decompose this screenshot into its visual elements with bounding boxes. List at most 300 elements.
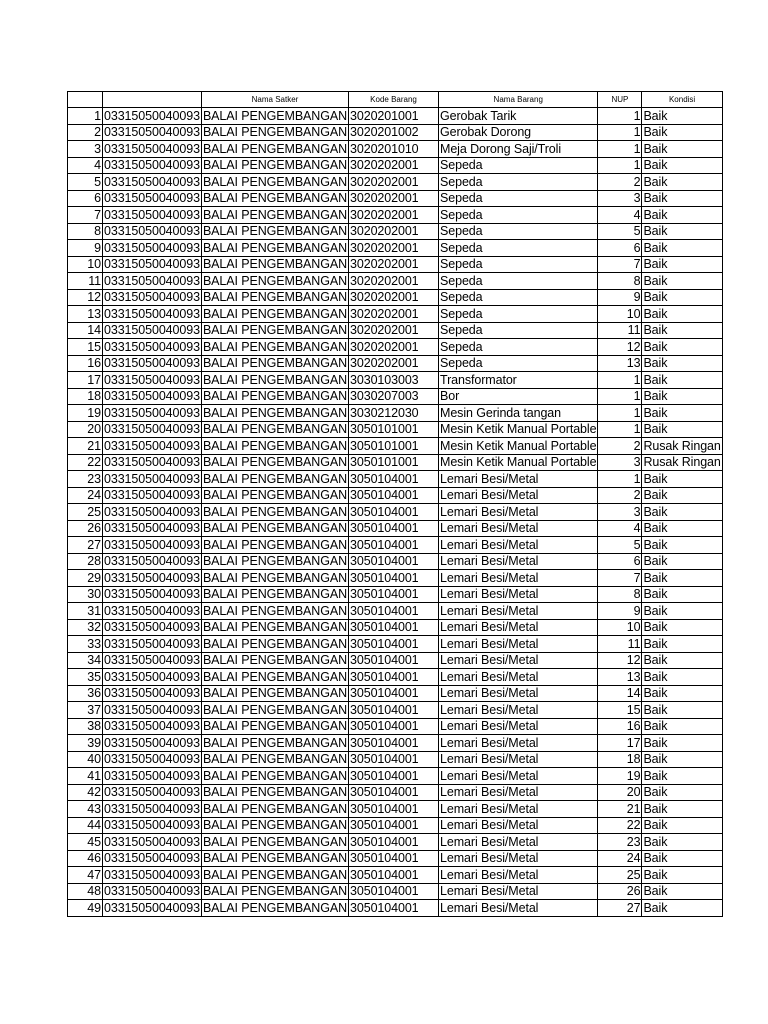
- nup-cell[interactable]: 24: [598, 850, 642, 867]
- kondisi-cell[interactable]: Rusak Ringan: [643, 438, 721, 453]
- nup-cell[interactable]: 10: [598, 619, 642, 636]
- nama-satker-cell[interactable]: BALAI PENGEMBANGAN: [202, 471, 348, 486]
- nup-cell[interactable]: 19: [598, 768, 642, 785]
- kode-barang-cell[interactable]: 3050104001: [349, 883, 439, 900]
- nama-satker-cell[interactable]: BALAI PENGEMBANGAN: [202, 422, 348, 436]
- row-number-cell[interactable]: 39: [68, 735, 103, 752]
- nama-satker-cell[interactable]: BALAI PENGEMBANGAN: [202, 570, 348, 585]
- kode-satker-cell[interactable]: 03315050040093: [104, 438, 200, 453]
- kode-barang-cell[interactable]: 3020201010: [349, 141, 439, 158]
- nup-cell[interactable]: 26: [598, 883, 642, 900]
- nama-barang-cell[interactable]: Gerobak Tarik: [439, 108, 598, 125]
- kode-barang-cell[interactable]: 3020202001: [349, 273, 439, 290]
- kondisi-cell[interactable]: Baik: [642, 834, 722, 851]
- kode-satker-cell[interactable]: 03315050040093: [104, 851, 200, 865]
- nup-cell[interactable]: 1: [598, 124, 642, 141]
- nup-cell[interactable]: 14: [598, 685, 642, 702]
- row-number-cell[interactable]: 32: [68, 619, 103, 636]
- kode-satker-cell[interactable]: 03315050040093: [104, 752, 200, 766]
- row-number-cell[interactable]: 28: [68, 553, 103, 570]
- kode-barang-cell[interactable]: 3020202001: [349, 223, 439, 240]
- kode-satker-cell[interactable]: 03315050040093: [104, 488, 200, 502]
- row-number-cell[interactable]: 30: [68, 586, 103, 603]
- kondisi-cell[interactable]: Baik: [642, 603, 722, 620]
- row-number-cell[interactable]: 25: [68, 504, 103, 521]
- nama-satker-cell[interactable]: BALAI PENGEMBANGAN: [202, 455, 348, 469]
- nama-barang-cell[interactable]: Lemari Besi/Metal: [439, 867, 598, 884]
- nama-satker-cell[interactable]: BALAI PENGEMBANGAN: [202, 405, 348, 420]
- nama-satker-cell[interactable]: BALAI PENGEMBANGAN: [202, 834, 348, 849]
- kondisi-cell[interactable]: Baik: [642, 223, 722, 240]
- nup-cell[interactable]: 18: [598, 751, 642, 768]
- nama-barang-cell[interactable]: Lemari Besi/Metal: [439, 504, 598, 521]
- row-number-cell[interactable]: 12: [68, 289, 103, 306]
- nama-satker-cell[interactable]: BALAI PENGEMBANGAN: [202, 257, 348, 271]
- row-number-cell[interactable]: 23: [68, 471, 103, 488]
- kode-barang-cell[interactable]: 3050104001: [349, 718, 439, 735]
- row-number-cell[interactable]: 29: [68, 570, 103, 587]
- kode-satker-cell[interactable]: 03315050040093: [104, 735, 200, 750]
- kondisi-cell[interactable]: Baik: [642, 322, 722, 339]
- row-number-cell[interactable]: 48: [68, 883, 103, 900]
- kondisi-cell[interactable]: Baik: [642, 372, 722, 389]
- kode-barang-cell[interactable]: 3020202001: [349, 174, 439, 191]
- row-number-cell[interactable]: 13: [68, 306, 103, 323]
- nama-barang-cell[interactable]: Lemari Besi/Metal: [439, 636, 598, 653]
- nama-barang-cell[interactable]: Sepeda: [439, 190, 598, 207]
- kode-barang-cell[interactable]: 3050104001: [349, 735, 439, 752]
- nama-barang-cell[interactable]: Sepeda: [439, 355, 598, 372]
- row-number-cell[interactable]: 9: [68, 240, 103, 257]
- kondisi-cell[interactable]: Baik: [642, 339, 722, 356]
- kode-satker-cell[interactable]: 03315050040093: [104, 224, 200, 238]
- kode-satker-cell[interactable]: 03315050040093: [104, 570, 200, 585]
- nama-barang-cell[interactable]: Sepeda: [439, 157, 598, 174]
- kondisi-cell[interactable]: Baik: [642, 900, 722, 917]
- row-number-cell[interactable]: 7: [68, 207, 103, 224]
- nup-cell[interactable]: 3: [598, 454, 642, 471]
- row-number-cell[interactable]: 27: [68, 537, 103, 554]
- nup-cell[interactable]: 27: [598, 900, 642, 917]
- nama-barang-cell[interactable]: Mesin Ketik Manual Portable: [440, 438, 597, 453]
- header-cell-no[interactable]: [68, 92, 103, 108]
- kode-satker-cell[interactable]: 03315050040093: [104, 372, 200, 387]
- kode-barang-cell[interactable]: 3050104001: [349, 801, 439, 818]
- row-number-cell[interactable]: 11: [68, 273, 103, 290]
- nama-barang-cell[interactable]: Lemari Besi/Metal: [439, 619, 598, 636]
- kode-barang-cell[interactable]: 3050101001: [349, 454, 439, 471]
- kode-satker-cell[interactable]: 03315050040093: [104, 636, 200, 651]
- row-number-cell[interactable]: 5: [68, 174, 103, 191]
- kondisi-cell[interactable]: Baik: [642, 124, 722, 141]
- nama-satker-cell[interactable]: BALAI PENGEMBANGAN: [202, 719, 348, 733]
- nama-barang-cell[interactable]: Meja Dorong Saji/Troli: [439, 141, 598, 158]
- kondisi-cell[interactable]: Baik: [642, 702, 722, 719]
- kode-barang-cell[interactable]: 3050104001: [349, 702, 439, 719]
- nama-barang-cell[interactable]: Lemari Besi/Metal: [439, 900, 598, 917]
- nama-satker-cell[interactable]: BALAI PENGEMBANGAN: [202, 141, 348, 156]
- kode-barang-cell[interactable]: 3020202001: [349, 289, 439, 306]
- nama-satker-cell[interactable]: BALAI PENGEMBANGAN: [202, 587, 348, 601]
- kode-satker-cell[interactable]: 03315050040093: [104, 290, 200, 304]
- kondisi-cell[interactable]: Baik: [642, 306, 722, 323]
- nup-cell[interactable]: 1: [598, 421, 642, 438]
- kondisi-cell[interactable]: Baik: [642, 570, 722, 587]
- kode-barang-cell[interactable]: 3050104001: [349, 570, 439, 587]
- nama-barang-cell[interactable]: Mesin Ketik Manual Portable: [440, 455, 597, 469]
- kode-satker-cell[interactable]: 03315050040093: [104, 323, 200, 337]
- row-number-cell[interactable]: 33: [68, 636, 103, 653]
- kondisi-cell[interactable]: Baik: [642, 207, 722, 224]
- kode-barang-cell[interactable]: 3050104001: [349, 652, 439, 669]
- kondisi-cell[interactable]: Baik: [642, 751, 722, 768]
- kondisi-cell[interactable]: Baik: [642, 504, 722, 521]
- kondisi-cell[interactable]: Baik: [642, 405, 722, 422]
- nama-satker-cell[interactable]: BALAI PENGEMBANGAN: [202, 158, 348, 172]
- nama-barang-cell[interactable]: Mesin Ketik Manual Portable: [440, 422, 597, 436]
- nup-cell[interactable]: 13: [598, 355, 642, 372]
- row-number-cell[interactable]: 26: [68, 520, 103, 537]
- kode-barang-cell[interactable]: 3050104001: [349, 504, 439, 521]
- kode-barang-cell[interactable]: 3050104001: [349, 471, 439, 488]
- nama-satker-cell[interactable]: BALAI PENGEMBANGAN: [202, 537, 348, 552]
- nama-barang-cell[interactable]: Lemari Besi/Metal: [439, 817, 598, 834]
- kode-satker-cell[interactable]: 03315050040093: [104, 719, 200, 733]
- kode-satker-cell[interactable]: 03315050040093: [104, 306, 200, 321]
- nup-cell[interactable]: 8: [598, 586, 642, 603]
- nama-satker-cell[interactable]: BALAI PENGEMBANGAN: [202, 521, 348, 535]
- kondisi-cell[interactable]: Baik: [642, 652, 722, 669]
- nup-cell[interactable]: 15: [598, 702, 642, 719]
- kode-satker-cell[interactable]: 03315050040093: [104, 207, 200, 222]
- kode-barang-cell[interactable]: 3050104001: [349, 487, 439, 504]
- kondisi-cell[interactable]: Baik: [642, 768, 722, 785]
- kode-satker-cell[interactable]: 03315050040093: [104, 900, 200, 915]
- nup-cell[interactable]: 9: [598, 289, 642, 306]
- kode-satker-cell[interactable]: 03315050040093: [104, 141, 200, 156]
- kode-barang-cell[interactable]: 3050104001: [349, 834, 439, 851]
- nama-satker-cell[interactable]: BALAI PENGEMBANGAN: [202, 818, 348, 832]
- nama-satker-cell[interactable]: BALAI PENGEMBANGAN: [202, 752, 348, 766]
- nup-cell[interactable]: 7: [598, 256, 642, 273]
- kode-barang-cell[interactable]: 3050101001: [349, 438, 439, 455]
- nama-barang-cell[interactable]: Lemari Besi/Metal: [439, 586, 598, 603]
- kode-barang-cell[interactable]: 3050104001: [349, 586, 439, 603]
- kode-satker-cell[interactable]: 03315050040093: [104, 702, 200, 717]
- nama-satker-cell[interactable]: BALAI PENGEMBANGAN: [202, 108, 348, 123]
- kode-satker-cell[interactable]: 03315050040093: [104, 422, 200, 436]
- kondisi-cell[interactable]: Baik: [642, 553, 722, 570]
- kode-satker-cell[interactable]: 03315050040093: [104, 818, 200, 832]
- kondisi-cell[interactable]: Baik: [642, 273, 722, 290]
- kondisi-cell[interactable]: Baik: [642, 141, 722, 158]
- nama-satker-cell[interactable]: BALAI PENGEMBANGAN: [202, 504, 348, 519]
- nama-barang-cell[interactable]: Lemari Besi/Metal: [439, 520, 598, 537]
- nama-satker-cell[interactable]: BALAI PENGEMBANGAN: [202, 306, 348, 321]
- nama-satker-cell[interactable]: BALAI PENGEMBANGAN: [202, 669, 348, 684]
- kode-barang-cell[interactable]: 3050104001: [349, 520, 439, 537]
- nup-cell[interactable]: 17: [598, 735, 642, 752]
- header-cell-kondisi[interactable]: Kondisi: [642, 92, 722, 108]
- row-number-cell[interactable]: 47: [68, 867, 103, 884]
- row-number-cell[interactable]: 38: [68, 718, 103, 735]
- nup-cell[interactable]: 2: [598, 438, 642, 455]
- nama-barang-cell[interactable]: Sepeda: [439, 174, 598, 191]
- kode-satker-cell[interactable]: 03315050040093: [104, 834, 200, 849]
- kondisi-cell[interactable]: Baik: [642, 784, 722, 801]
- header-cell-nup[interactable]: NUP: [598, 92, 642, 108]
- row-number-cell[interactable]: 15: [68, 339, 103, 356]
- row-number-cell[interactable]: 14: [68, 322, 103, 339]
- row-number-cell[interactable]: 6: [68, 190, 103, 207]
- nama-satker-cell[interactable]: BALAI PENGEMBANGAN: [202, 900, 348, 915]
- kondisi-cell[interactable]: Baik: [642, 586, 722, 603]
- nama-satker-cell[interactable]: BALAI PENGEMBANGAN: [202, 356, 348, 370]
- nup-cell[interactable]: 22: [598, 817, 642, 834]
- nama-satker-cell[interactable]: BALAI PENGEMBANGAN: [202, 867, 348, 882]
- nama-barang-cell[interactable]: Lemari Besi/Metal: [439, 669, 598, 686]
- nama-satker-cell[interactable]: BALAI PENGEMBANGAN: [202, 372, 348, 387]
- nup-cell[interactable]: 1: [598, 372, 642, 389]
- kode-barang-cell[interactable]: 3050104001: [349, 751, 439, 768]
- nama-satker-cell[interactable]: BALAI PENGEMBANGAN: [202, 273, 348, 288]
- nama-barang-cell[interactable]: Lemari Besi/Metal: [439, 471, 598, 488]
- kode-satker-cell[interactable]: 03315050040093: [104, 768, 200, 783]
- kode-barang-cell[interactable]: 3020202001: [349, 256, 439, 273]
- kode-barang-cell[interactable]: 3050104001: [349, 867, 439, 884]
- nup-cell[interactable]: 7: [598, 570, 642, 587]
- nama-barang-cell[interactable]: Lemari Besi/Metal: [439, 603, 598, 620]
- nama-barang-cell[interactable]: Sepeda: [439, 339, 598, 356]
- row-number-cell[interactable]: 1: [68, 108, 103, 125]
- nama-barang-cell[interactable]: Sepeda: [439, 289, 598, 306]
- header-cell-nama-barang[interactable]: Nama Barang: [439, 92, 598, 108]
- kondisi-cell[interactable]: Baik: [642, 355, 722, 372]
- row-number-cell[interactable]: 35: [68, 669, 103, 686]
- nama-barang-cell[interactable]: Lemari Besi/Metal: [439, 487, 598, 504]
- nup-cell[interactable]: 16: [598, 718, 642, 735]
- header-cell-kode-barang[interactable]: Kode Barang: [349, 92, 439, 108]
- nup-cell[interactable]: 1: [598, 471, 642, 488]
- kondisi-cell[interactable]: Baik: [642, 619, 722, 636]
- kode-barang-cell[interactable]: 3020202001: [349, 306, 439, 323]
- kondisi-cell[interactable]: Baik: [642, 735, 722, 752]
- kondisi-cell[interactable]: Baik: [642, 867, 722, 884]
- kode-barang-cell[interactable]: 3030207003: [349, 388, 439, 405]
- nama-satker-cell[interactable]: BALAI PENGEMBANGAN: [202, 801, 348, 816]
- nama-barang-cell[interactable]: Lemari Besi/Metal: [439, 834, 598, 851]
- nama-satker-cell[interactable]: BALAI PENGEMBANGAN: [202, 488, 348, 502]
- kode-satker-cell[interactable]: 03315050040093: [104, 257, 200, 271]
- nup-cell[interactable]: 1: [598, 108, 642, 125]
- nama-satker-cell[interactable]: BALAI PENGEMBANGAN: [202, 884, 348, 898]
- kode-satker-cell[interactable]: 03315050040093: [104, 521, 200, 535]
- kode-barang-cell[interactable]: 3050104001: [349, 850, 439, 867]
- row-number-cell[interactable]: 49: [68, 900, 103, 917]
- nama-satker-cell[interactable]: BALAI PENGEMBANGAN: [202, 438, 348, 453]
- kode-satker-cell[interactable]: 03315050040093: [104, 405, 200, 420]
- row-number-cell[interactable]: 8: [68, 223, 103, 240]
- row-number-cell[interactable]: 18: [68, 388, 103, 405]
- nama-barang-cell[interactable]: Lemari Besi/Metal: [439, 718, 598, 735]
- kode-satker-cell[interactable]: 03315050040093: [104, 125, 200, 139]
- kondisi-cell[interactable]: Baik: [642, 817, 722, 834]
- kode-satker-cell[interactable]: 03315050040093: [104, 356, 200, 370]
- kode-barang-cell[interactable]: 3050104001: [349, 685, 439, 702]
- nup-cell[interactable]: 1: [598, 388, 642, 405]
- kode-satker-cell[interactable]: 03315050040093: [104, 785, 200, 799]
- row-number-cell[interactable]: 21: [68, 438, 103, 455]
- kode-barang-cell[interactable]: 3020202001: [349, 190, 439, 207]
- kode-satker-cell[interactable]: 03315050040093: [104, 273, 200, 288]
- nama-satker-cell[interactable]: BALAI PENGEMBANGAN: [202, 224, 348, 238]
- nup-cell[interactable]: 1: [598, 405, 642, 422]
- kode-satker-cell[interactable]: 03315050040093: [104, 537, 200, 552]
- nama-barang-cell[interactable]: Lemari Besi/Metal: [439, 883, 598, 900]
- kode-satker-cell[interactable]: 03315050040093: [104, 455, 200, 469]
- row-number-cell[interactable]: 34: [68, 652, 103, 669]
- nup-cell[interactable]: 6: [598, 553, 642, 570]
- kondisi-cell[interactable]: Baik: [642, 537, 722, 554]
- kode-satker-cell[interactable]: 03315050040093: [104, 603, 200, 618]
- nup-cell[interactable]: 2: [598, 487, 642, 504]
- kode-satker-cell[interactable]: 03315050040093: [104, 174, 200, 189]
- kode-satker-cell[interactable]: 03315050040093: [104, 884, 200, 898]
- kode-barang-cell[interactable]: 3050104001: [349, 603, 439, 620]
- kode-barang-cell[interactable]: 3030103003: [349, 372, 439, 389]
- nama-satker-cell[interactable]: BALAI PENGEMBANGAN: [202, 702, 348, 717]
- kode-satker-cell[interactable]: 03315050040093: [104, 801, 200, 816]
- nama-satker-cell[interactable]: BALAI PENGEMBANGAN: [202, 785, 348, 799]
- nama-satker-cell[interactable]: BALAI PENGEMBANGAN: [202, 389, 348, 403]
- kode-satker-cell[interactable]: 03315050040093: [104, 158, 200, 172]
- kode-barang-cell[interactable]: 3020202001: [349, 322, 439, 339]
- nama-satker-cell[interactable]: BALAI PENGEMBANGAN: [202, 191, 348, 205]
- kode-barang-cell[interactable]: 3050104001: [349, 553, 439, 570]
- nama-satker-cell[interactable]: BALAI PENGEMBANGAN: [202, 653, 348, 667]
- nama-barang-cell[interactable]: Sepeda: [439, 207, 598, 224]
- kode-satker-cell[interactable]: 03315050040093: [104, 669, 200, 684]
- nama-barang-cell[interactable]: Lemari Besi/Metal: [439, 784, 598, 801]
- kode-satker-cell[interactable]: 03315050040093: [104, 108, 200, 123]
- kode-satker-cell[interactable]: 03315050040093: [104, 686, 200, 700]
- nama-satker-cell[interactable]: BALAI PENGEMBANGAN: [202, 620, 348, 634]
- nama-barang-cell[interactable]: Sepeda: [439, 240, 598, 257]
- kode-barang-cell[interactable]: 3050104001: [349, 768, 439, 785]
- kode-barang-cell[interactable]: 3050104001: [349, 636, 439, 653]
- row-number-cell[interactable]: 31: [68, 603, 103, 620]
- kondisi-cell[interactable]: Baik: [642, 240, 722, 257]
- nama-satker-cell[interactable]: BALAI PENGEMBANGAN: [202, 554, 348, 568]
- kode-satker-cell[interactable]: 03315050040093: [104, 191, 200, 205]
- nup-cell[interactable]: 5: [598, 223, 642, 240]
- kode-satker-cell[interactable]: 03315050040093: [104, 554, 200, 568]
- kondisi-cell[interactable]: Baik: [642, 685, 722, 702]
- kondisi-cell[interactable]: Baik: [642, 487, 722, 504]
- nama-satker-cell[interactable]: BALAI PENGEMBANGAN: [202, 240, 348, 255]
- kondisi-cell[interactable]: Baik: [642, 883, 722, 900]
- nup-cell[interactable]: 12: [598, 339, 642, 356]
- row-number-cell[interactable]: 3: [68, 141, 103, 158]
- nama-barang-cell[interactable]: Sepeda: [439, 273, 598, 290]
- row-number-cell[interactable]: 36: [68, 685, 103, 702]
- kondisi-cell[interactable]: Baik: [642, 718, 722, 735]
- nup-cell[interactable]: 25: [598, 867, 642, 884]
- nama-satker-cell[interactable]: BALAI PENGEMBANGAN: [202, 686, 348, 700]
- nup-cell[interactable]: 11: [598, 322, 642, 339]
- kondisi-cell[interactable]: Baik: [642, 388, 722, 405]
- kode-satker-cell[interactable]: 03315050040093: [104, 867, 200, 882]
- nup-cell[interactable]: 10: [598, 306, 642, 323]
- kode-barang-cell[interactable]: 3020202001: [349, 207, 439, 224]
- nama-barang-cell[interactable]: Gerobak Dorong: [439, 124, 598, 141]
- nup-cell[interactable]: 13: [598, 669, 642, 686]
- kondisi-cell[interactable]: Baik: [642, 289, 722, 306]
- header-cell-kode-satker[interactable]: [103, 92, 202, 108]
- nup-cell[interactable]: 4: [598, 207, 642, 224]
- row-number-cell[interactable]: 2: [68, 124, 103, 141]
- row-number-cell[interactable]: 46: [68, 850, 103, 867]
- nup-cell[interactable]: 12: [598, 652, 642, 669]
- nama-barang-cell[interactable]: Sepeda: [439, 256, 598, 273]
- nama-barang-cell[interactable]: Lemari Besi/Metal: [439, 850, 598, 867]
- kode-satker-cell[interactable]: 03315050040093: [104, 504, 200, 519]
- nama-satker-cell[interactable]: BALAI PENGEMBANGAN: [202, 125, 348, 139]
- nama-satker-cell[interactable]: BALAI PENGEMBANGAN: [202, 603, 348, 618]
- kode-barang-cell[interactable]: 3020202001: [349, 339, 439, 356]
- row-number-cell[interactable]: 41: [68, 768, 103, 785]
- kode-barang-cell[interactable]: 3050104001: [349, 817, 439, 834]
- kode-barang-cell[interactable]: 3050104001: [349, 669, 439, 686]
- kondisi-cell[interactable]: Baik: [642, 471, 722, 488]
- kondisi-cell[interactable]: Baik: [642, 108, 722, 125]
- nup-cell[interactable]: 4: [598, 520, 642, 537]
- kondisi-cell[interactable]: Baik: [642, 157, 722, 174]
- kode-barang-cell[interactable]: 3050104001: [349, 537, 439, 554]
- nup-cell[interactable]: 1: [598, 141, 642, 158]
- nama-satker-cell[interactable]: BALAI PENGEMBANGAN: [202, 735, 348, 750]
- nama-barang-cell[interactable]: Lemari Besi/Metal: [439, 768, 598, 785]
- kode-satker-cell[interactable]: 03315050040093: [104, 389, 200, 403]
- nama-barang-cell[interactable]: Lemari Besi/Metal: [439, 685, 598, 702]
- nama-satker-cell[interactable]: BALAI PENGEMBANGAN: [202, 636, 348, 651]
- kondisi-cell[interactable]: Baik: [642, 801, 722, 818]
- kondisi-cell[interactable]: Baik: [642, 636, 722, 653]
- kode-satker-cell[interactable]: 03315050040093: [104, 471, 200, 486]
- row-number-cell[interactable]: 44: [68, 817, 103, 834]
- row-number-cell[interactable]: 10: [68, 256, 103, 273]
- kode-barang-cell[interactable]: 3020202001: [349, 240, 439, 257]
- kode-barang-cell[interactable]: 3020202001: [349, 355, 439, 372]
- nup-cell[interactable]: 1: [598, 157, 642, 174]
- nup-cell[interactable]: 20: [598, 784, 642, 801]
- kode-barang-cell[interactable]: 3020201002: [349, 124, 439, 141]
- row-number-cell[interactable]: 19: [68, 405, 103, 422]
- kode-barang-cell[interactable]: 3050104001: [349, 784, 439, 801]
- nama-satker-cell[interactable]: BALAI PENGEMBANGAN: [202, 174, 348, 189]
- nama-barang-cell[interactable]: Mesin Gerinda tangan: [439, 405, 598, 422]
- nama-barang-cell[interactable]: Sepeda: [439, 306, 598, 323]
- kondisi-cell[interactable]: Rusak Ringan: [643, 455, 721, 469]
- nama-barang-cell[interactable]: Lemari Besi/Metal: [439, 735, 598, 752]
- nup-cell[interactable]: 9: [598, 603, 642, 620]
- kode-barang-cell[interactable]: 3020202001: [349, 157, 439, 174]
- kode-satker-cell[interactable]: 03315050040093: [104, 339, 200, 354]
- kondisi-cell[interactable]: Baik: [642, 190, 722, 207]
- kondisi-cell[interactable]: Baik: [642, 174, 722, 191]
- nama-satker-cell[interactable]: BALAI PENGEMBANGAN: [202, 768, 348, 783]
- kondisi-cell[interactable]: Baik: [642, 520, 722, 537]
